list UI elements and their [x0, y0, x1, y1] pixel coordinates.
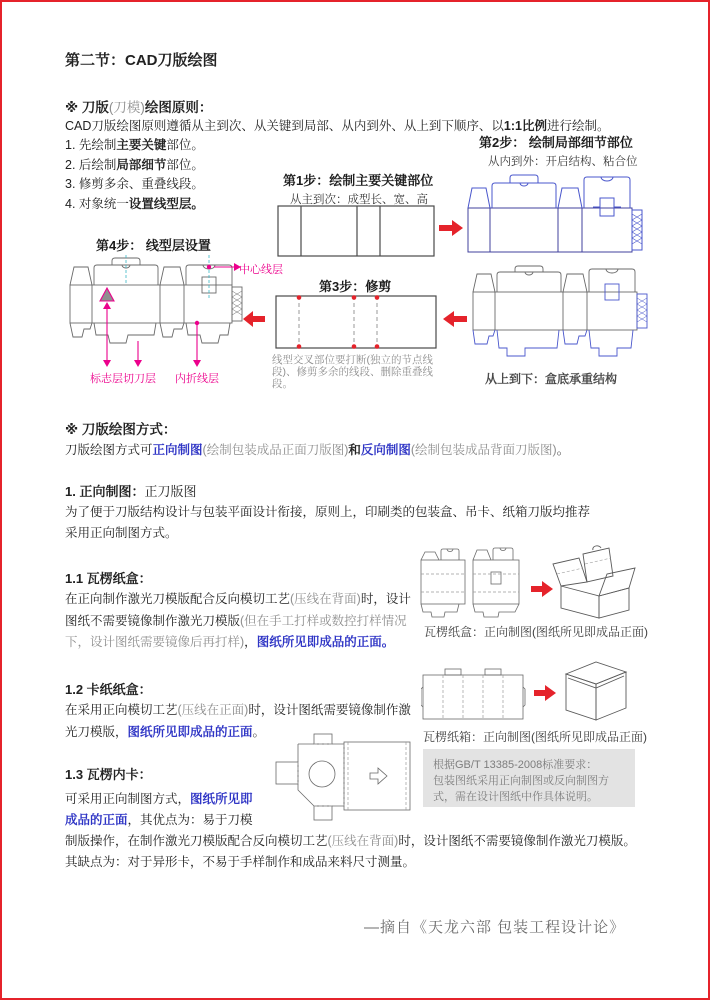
step3-trim-diagram — [275, 295, 437, 349]
principles-list — [65, 136, 204, 214]
s11-caption: 瓦楞纸盒：正向制图(图纸所见即成品正面) — [424, 625, 648, 639]
s13-heading: 1.3 瓦楞内卡： — [65, 767, 152, 782]
step1-rectangle-diagram — [277, 205, 435, 257]
list-item-3: 3. 修剪多余、重叠线段。 — [65, 177, 204, 191]
step4-label-fold-layer: 内折线层 — [175, 373, 219, 385]
note-line2: 包装图纸采用正向制图或反向制图方式，需在设计图纸中作具体说明。 — [433, 775, 609, 803]
step4-label-mark-layer: 标志层 — [90, 373, 123, 385]
principles-heading-post: 绘图原则： — [144, 100, 213, 115]
step3-title: 第3步：修剪 — [319, 279, 392, 294]
arrow-right-icon — [533, 684, 557, 702]
step1-title: 第1步：绘制主要关键部位 — [283, 173, 434, 188]
arrow-right-icon — [438, 218, 464, 238]
step3-note: 线型交叉部位要打断(独立的节点线段)、修剪多余的线段、删除重叠线段。 — [272, 354, 433, 390]
s12-caption: 瓦楞纸箱：正向制图(图纸所见即成品正面) — [423, 730, 647, 744]
note-line1: 根据GB/T 13385-2008标准要求： — [433, 759, 598, 771]
s13-paragraph: 可采用正向制图方式，图纸所见即成品的正面，其优点为：易于刀模制版操作，在制作激光刀模版配合反向模切工艺(压线在背面)时，设计图纸不需要镜像制作激光刀模版。 其缺点为：对于异形卡，不易于手样制作和成品来料尺寸测量。 — [65, 789, 640, 873]
step2-dieline-diagram — [460, 170, 655, 265]
methods-line: 刀版绘图方式可正向制图(绘制包装成品正面刀版图)和反向制图(绘制包装成品背面刀版图)。 — [65, 443, 570, 457]
page-title: 第二节：CAD刀版绘图 — [65, 52, 218, 69]
step4-label-centerline: 中心线层 — [239, 264, 283, 276]
step1-subtitle: 从主到次：成型长、宽、高 — [290, 194, 428, 206]
footer-citation: —摘自《天龙六部 包装工程设计论》 — [364, 919, 626, 936]
s12-paragraph: 在采用正向模切工艺(压线在正面)时，设计图纸需要镜像制作激光刀模版，图纸所见即成品的正面。 — [65, 703, 411, 739]
bottom-structure-caption: 从上到下：盒底承重结构 — [485, 372, 618, 386]
s12-heading: 1.2 卡纸纸盒： — [65, 682, 152, 697]
step4-title: 第4步： 线型层设置 — [96, 238, 211, 253]
bottom-structure-diagram — [465, 264, 660, 369]
forward-heading: 1. 正向制图：正刀版图 — [65, 484, 197, 499]
step4-label-cut-layer: 切刀层 — [123, 373, 156, 385]
s11-open-box-illustration — [547, 538, 637, 623]
arrow-left-icon — [242, 310, 266, 328]
s11-heading: 1.1 瓦楞纸盒： — [65, 571, 152, 586]
s13-wrap-spacer — [254, 789, 640, 831]
principles-intro: CAD刀版绘图原则遵循从主到次、从关键到局部、从内到外、从上到下顺序、以1:1比例进行绘制。 — [65, 119, 610, 133]
s12-dieline-diagram — [421, 665, 526, 725]
s11-paragraph: 在正向制作激光刀模版配合反向模切工艺(压线在背面)时，设计图纸不需要镜像制作激光刀模版(但在手工打样或数控打样情况下，设计图纸需要镜像后再打样)，图纸所见即成品的正面。 — [65, 592, 411, 649]
forward-paragraph: 为了便于刀版结构设计与包装平面设计衔接，原则上，印刷类的包装盒、吊卡、纸箱刀版均推荐采用正向制图方式。 — [65, 505, 591, 540]
methods-heading: ※ 刀版绘图方式： — [65, 422, 177, 437]
principles-heading-paren: (刀模) — [108, 100, 145, 115]
list-item-2: 2. 后绘制局部细节部位。 — [65, 157, 204, 172]
principles-heading-pre: ※ 刀版 — [65, 100, 109, 115]
list-item-1: 1. 先绘制主要关键部位。 — [65, 138, 204, 152]
principles-heading — [65, 96, 212, 116]
s11-dieline-diagram — [415, 544, 525, 624]
s12-closed-box-illustration — [558, 652, 633, 727]
step2-title: 第2步： 绘制局部细节部位 — [479, 135, 633, 150]
step2-subtitle: 从内到外：开启结构、粘合位 — [488, 156, 638, 168]
list-item-4: 4. 对象统一设置线型层。 — [65, 196, 204, 211]
